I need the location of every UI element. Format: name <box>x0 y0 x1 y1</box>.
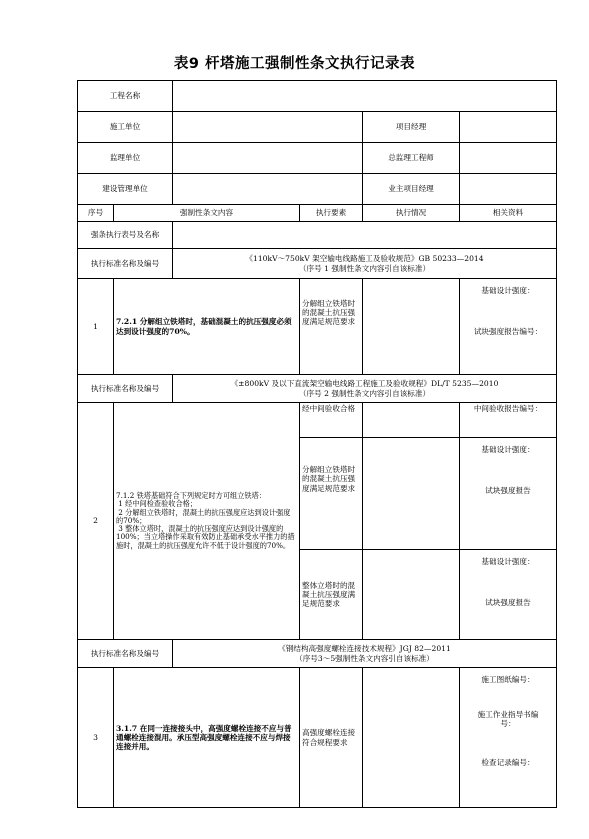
standard-3-line2: （序号3～5强制性条文内容引自该标准） <box>295 653 434 663</box>
construction-unit-label: 施工单位 <box>78 112 173 143</box>
owner-unit-label: 建设管理单位 <box>78 174 173 205</box>
doc-3-a: 施工图纸编号： <box>481 675 535 684</box>
status-1[interactable] <box>363 279 460 375</box>
doc-3-c: 检查记录编号： <box>481 758 535 768</box>
doc-1-a: 基础设计强度： <box>481 286 535 295</box>
owner-unit-value[interactable] <box>173 174 363 205</box>
clause-1: 7.2.1 分解组立铁塔时，基础混凝土的抗压强度必须达到设计强度的70%。 <box>114 279 300 375</box>
doc-2c-b: 试块强度报告 <box>485 598 531 608</box>
key-point-1: 分解组立铁塔时的混凝土抗压强度满足规范要求 <box>300 279 363 375</box>
standard-1-line1: 《110kV～750kV 架空输电线路施工及验收规范》GB 50233—2014 <box>245 254 484 264</box>
col-docs: 相关资料 <box>460 205 557 222</box>
page-title: 表9 杆塔施工强制性条文执行记录表 <box>173 56 416 72</box>
standard-2-line2: （序号 2 强制性条文内容引自该标准） <box>298 388 431 398</box>
owner-manager-label: 业主项目经理 <box>363 174 460 205</box>
status-2a[interactable] <box>363 403 460 438</box>
standard-1 <box>173 249 557 279</box>
clause-3: 3.1.7 在同一连接接头中，高强度螺栓连接不应与普通螺栓连接混用。承压型高强度螺栓连接不应与焊接连接并用。 <box>114 668 300 808</box>
docs-3[interactable] <box>460 668 557 808</box>
doc-2c-a: 基础设计强度： <box>481 557 535 566</box>
doc-3-b: 施工作业指导书编号： <box>477 710 539 729</box>
status-2b[interactable] <box>363 438 460 550</box>
project-name-label: 工程名称 <box>78 81 173 112</box>
standard-3-line1: 《钢结构高强度螺栓连接技术规程》JGJ 82—2011 <box>278 644 451 654</box>
construction-unit-value[interactable] <box>173 112 363 143</box>
chief-supervisor-label: 总监理工程师 <box>363 143 460 174</box>
standard-label: 执行标准名称及编号 <box>78 249 173 279</box>
supervision-unit-label: 监理单位 <box>78 143 173 174</box>
docs-1[interactable] <box>460 279 557 375</box>
chief-supervisor-value[interactable] <box>460 143 557 174</box>
project-manager-label: 项目经理 <box>363 112 460 143</box>
standard-1-line2: （序号 1 强制性条文内容引自该标准） <box>298 263 431 273</box>
clause-2: 7.1.2 铁塔基础符合下列规定时方可组立铁塔： 1 经中间检查验收合格； 2 分解组立铁塔时，混凝土的抗压强度应达到设计强度的70%； 3 整体立塔时，混凝土的抗压强度应达到设计强度的100%；当立塔操作采取有效防止基础承受水平推力的措施时，混凝土的抗压强度允许不低于设计强度的70%。 <box>114 403 300 640</box>
table-no-value[interactable] <box>173 222 557 249</box>
key-point-2a: 经中间验收合格 <box>300 403 363 438</box>
key-point-2b: 分解组立铁塔时的混凝土抗压强度满足规范要求 <box>300 438 363 550</box>
seq-3: 3 <box>78 668 114 808</box>
col-seq: 序号 <box>78 205 114 222</box>
record-table <box>77 80 557 808</box>
docs-2c[interactable] <box>460 550 557 640</box>
table-no-label: 强条执行表号及名称 <box>78 222 173 249</box>
doc-2a[interactable]: 中间验收报告编号： <box>460 403 557 438</box>
project-name-value[interactable] <box>173 81 557 112</box>
key-point-2c: 整体立塔时的混凝土抗压强度满足规范要求 <box>300 550 363 640</box>
doc-2b-b: 试块强度报告 <box>485 486 531 496</box>
standard-2-line1: 《±800kV 及以下直流架空输电线路工程施工及验收规程》DL/T 5235—2010 <box>230 379 499 389</box>
project-manager-value[interactable] <box>460 112 557 143</box>
doc-2b-a: 基础设计强度： <box>481 445 535 454</box>
standard-3 <box>173 640 557 668</box>
standard-label: 执行标准名称及编号 <box>78 640 173 668</box>
col-status: 执行情况 <box>363 205 460 222</box>
supervision-unit-value[interactable] <box>173 143 363 174</box>
doc-1-b: 试块强度报告编号： <box>473 327 543 337</box>
standard-2 <box>173 375 557 403</box>
status-3[interactable] <box>363 668 460 808</box>
seq-2: 2 <box>78 403 114 640</box>
docs-2b[interactable] <box>460 438 557 550</box>
standard-label: 执行标准名称及编号 <box>78 375 173 403</box>
key-point-3: 高强度螺栓连接符合规程要求 <box>300 668 363 808</box>
owner-manager-value[interactable] <box>460 174 557 205</box>
col-key-points: 执行要素 <box>300 205 363 222</box>
status-2c[interactable] <box>363 550 460 640</box>
col-content: 强制性条文内容 <box>114 205 300 222</box>
seq-1: 1 <box>78 279 114 375</box>
